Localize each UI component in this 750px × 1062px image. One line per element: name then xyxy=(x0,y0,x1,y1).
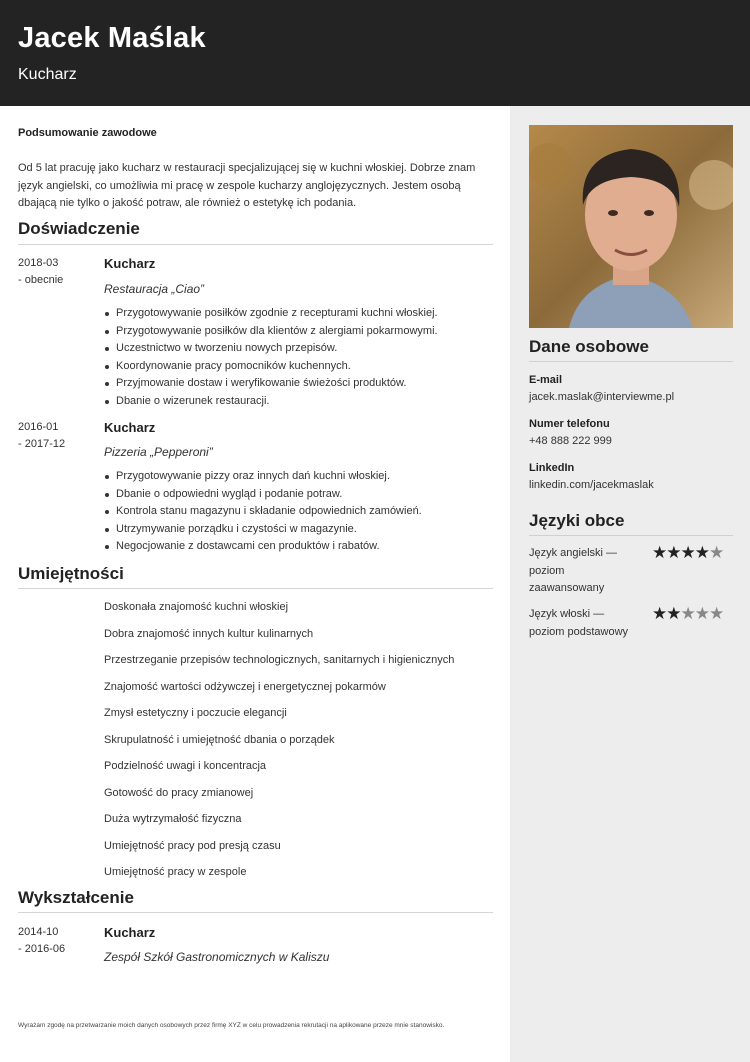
list-item: Przygotowywanie posiłków zgodnie z recepturami kuchni włoskiej. xyxy=(104,305,499,323)
education-title: Kucharz xyxy=(104,925,156,940)
education-date-from: 2014-10 xyxy=(18,926,59,938)
skill-item: Podzielność uwagi i koncentracja xyxy=(104,760,267,772)
skill-item: Duża wytrzymałość fizyczna xyxy=(104,813,242,825)
skill-item: Znajomość wartości odżywczej i energetycznej pokarmów xyxy=(104,680,386,693)
star-filled-icon: ★ xyxy=(666,543,681,562)
section-divider xyxy=(18,588,493,589)
language-rating xyxy=(652,605,723,622)
education-heading: Wykształcenie xyxy=(18,888,134,907)
star-filled-icon: ★ xyxy=(652,604,667,623)
list-item: Koordynowanie pracy pomocników kuchennych. xyxy=(104,358,499,376)
list-item: Kontrola stanu magazynu i składanie odpowiednich zamówień. xyxy=(104,503,499,521)
job-duties-list xyxy=(104,468,499,556)
skill-item: Doskonała znajomość kuchni włoskiej xyxy=(104,601,289,613)
list-item: Negocjowanie z dostawcami cen produktów i rabatów. xyxy=(104,538,499,556)
language-rating xyxy=(652,544,723,561)
skill-item: Przestrzeganie przepisów technologicznych, sanitarnych i higienicznych xyxy=(104,654,455,666)
section-divider xyxy=(529,535,733,536)
star-filled-icon: ★ xyxy=(652,543,667,562)
skills-list xyxy=(104,599,454,891)
star-empty-icon: ★ xyxy=(709,604,724,623)
employer-name: Pizzeria „Pepperoni” xyxy=(104,445,213,459)
job-title: Kucharz xyxy=(18,66,77,83)
resume-header xyxy=(0,0,750,106)
list-item: Przygotowywanie posiłków dla klientów z alergiami pokarmowymi. xyxy=(104,323,499,341)
list-item: Dbanie o wizerunek restauracji. xyxy=(104,393,499,411)
main-column xyxy=(0,106,510,1062)
languages-heading: Języki obce xyxy=(529,511,625,530)
star-filled-icon: ★ xyxy=(694,543,709,562)
skill-item: Umiejętność pracy pod presją czasu xyxy=(104,839,281,852)
star-filled-icon: ★ xyxy=(666,604,681,623)
section-divider xyxy=(18,912,493,913)
list-item: Utrzymywanie porządku i czystości w magazynie. xyxy=(104,521,499,539)
list-item: Uczestnictwo w tworzeniu nowych przepisów. xyxy=(104,340,499,358)
section-divider xyxy=(18,244,493,245)
education-date-to: - 2016-06 xyxy=(18,943,66,955)
linkedin-label: LinkedIn xyxy=(529,462,575,474)
experience-heading: Doświadczenie xyxy=(18,219,140,238)
phone-value[interactable]: +48 888 222 999 xyxy=(529,435,612,447)
person-name: Jacek Maślak xyxy=(18,22,206,54)
job-date-to: - 2017-12 xyxy=(18,438,66,450)
star-empty-icon: ★ xyxy=(709,543,724,562)
job-date-to: - obecnie xyxy=(18,274,64,286)
list-item: Przygotowywanie pizzy oraz innych dań kuchni włoskiej. xyxy=(104,468,499,486)
profile-photo xyxy=(529,125,733,328)
personal-data-heading: Dane osobowe xyxy=(529,337,649,356)
school-name: Zespół Szkół Gastronomicznych w Kaliszu xyxy=(104,950,330,964)
skill-item: Zmysł estetyczny i poczucie elegancji xyxy=(104,707,287,719)
skills-heading: Umiejętności xyxy=(18,564,124,583)
linkedin-value[interactable]: linkedin.com/jacekmaslak xyxy=(529,479,654,491)
job-date-from: 2016-01 xyxy=(18,421,59,433)
employer-name: Restauracja „Ciao” xyxy=(104,282,205,296)
gdpr-consent-clause: Wyrażam zgodę na przetwarzanie moich danych osobowych przez firmę XYZ w celu prowadzenia rekrutacji na aplikowane przeze mnie stanowisko. xyxy=(18,1022,445,1029)
job-date-from: 2018-03 xyxy=(18,257,59,269)
skill-item: Dobra znajomość innych kultur kulinarnych xyxy=(104,627,314,640)
star-empty-icon: ★ xyxy=(694,604,709,623)
language-name: Język włoski — poziom podstawowy xyxy=(529,608,629,638)
job-title: Kucharz xyxy=(104,420,156,435)
email-label: E-mail xyxy=(529,374,563,386)
job-title: Kucharz xyxy=(104,256,156,271)
summary-heading: Podsumowanie zawodowe xyxy=(18,127,157,139)
phone-label: Numer telefonu xyxy=(529,418,610,430)
language-name: Język angielski — poziom zaawansowany xyxy=(529,547,618,594)
skill-item: Umiejętność pracy w zespole xyxy=(104,866,247,878)
star-filled-icon: ★ xyxy=(680,543,695,562)
star-empty-icon: ★ xyxy=(680,604,695,623)
skill-item: Gotowość do pracy zmianowej xyxy=(104,786,254,799)
email-value[interactable]: jacek.maslak@interviewme.pl xyxy=(529,391,675,403)
summary-text: Od 5 lat pracuję jako kucharz w restauracji specjalizującej się w kuchni włoskiej. Dobrze znam język angielski, co umożliwia mi pracę w zespole kucharzy anglojęzycznych. Jestem osobą dbającą nie tylko o jakość potraw, ale również o estetykę ich podania. xyxy=(18,162,476,209)
list-item: Przyjmowanie dostaw i weryfikowanie świeżości produktów. xyxy=(104,375,499,393)
job-duties-list xyxy=(104,305,499,410)
skill-item: Skrupulatność i umiejętność dbania o porządek xyxy=(104,733,335,746)
section-divider xyxy=(529,361,733,362)
list-item: Dbanie o odpowiedni wygląd i podanie potraw. xyxy=(104,486,499,504)
